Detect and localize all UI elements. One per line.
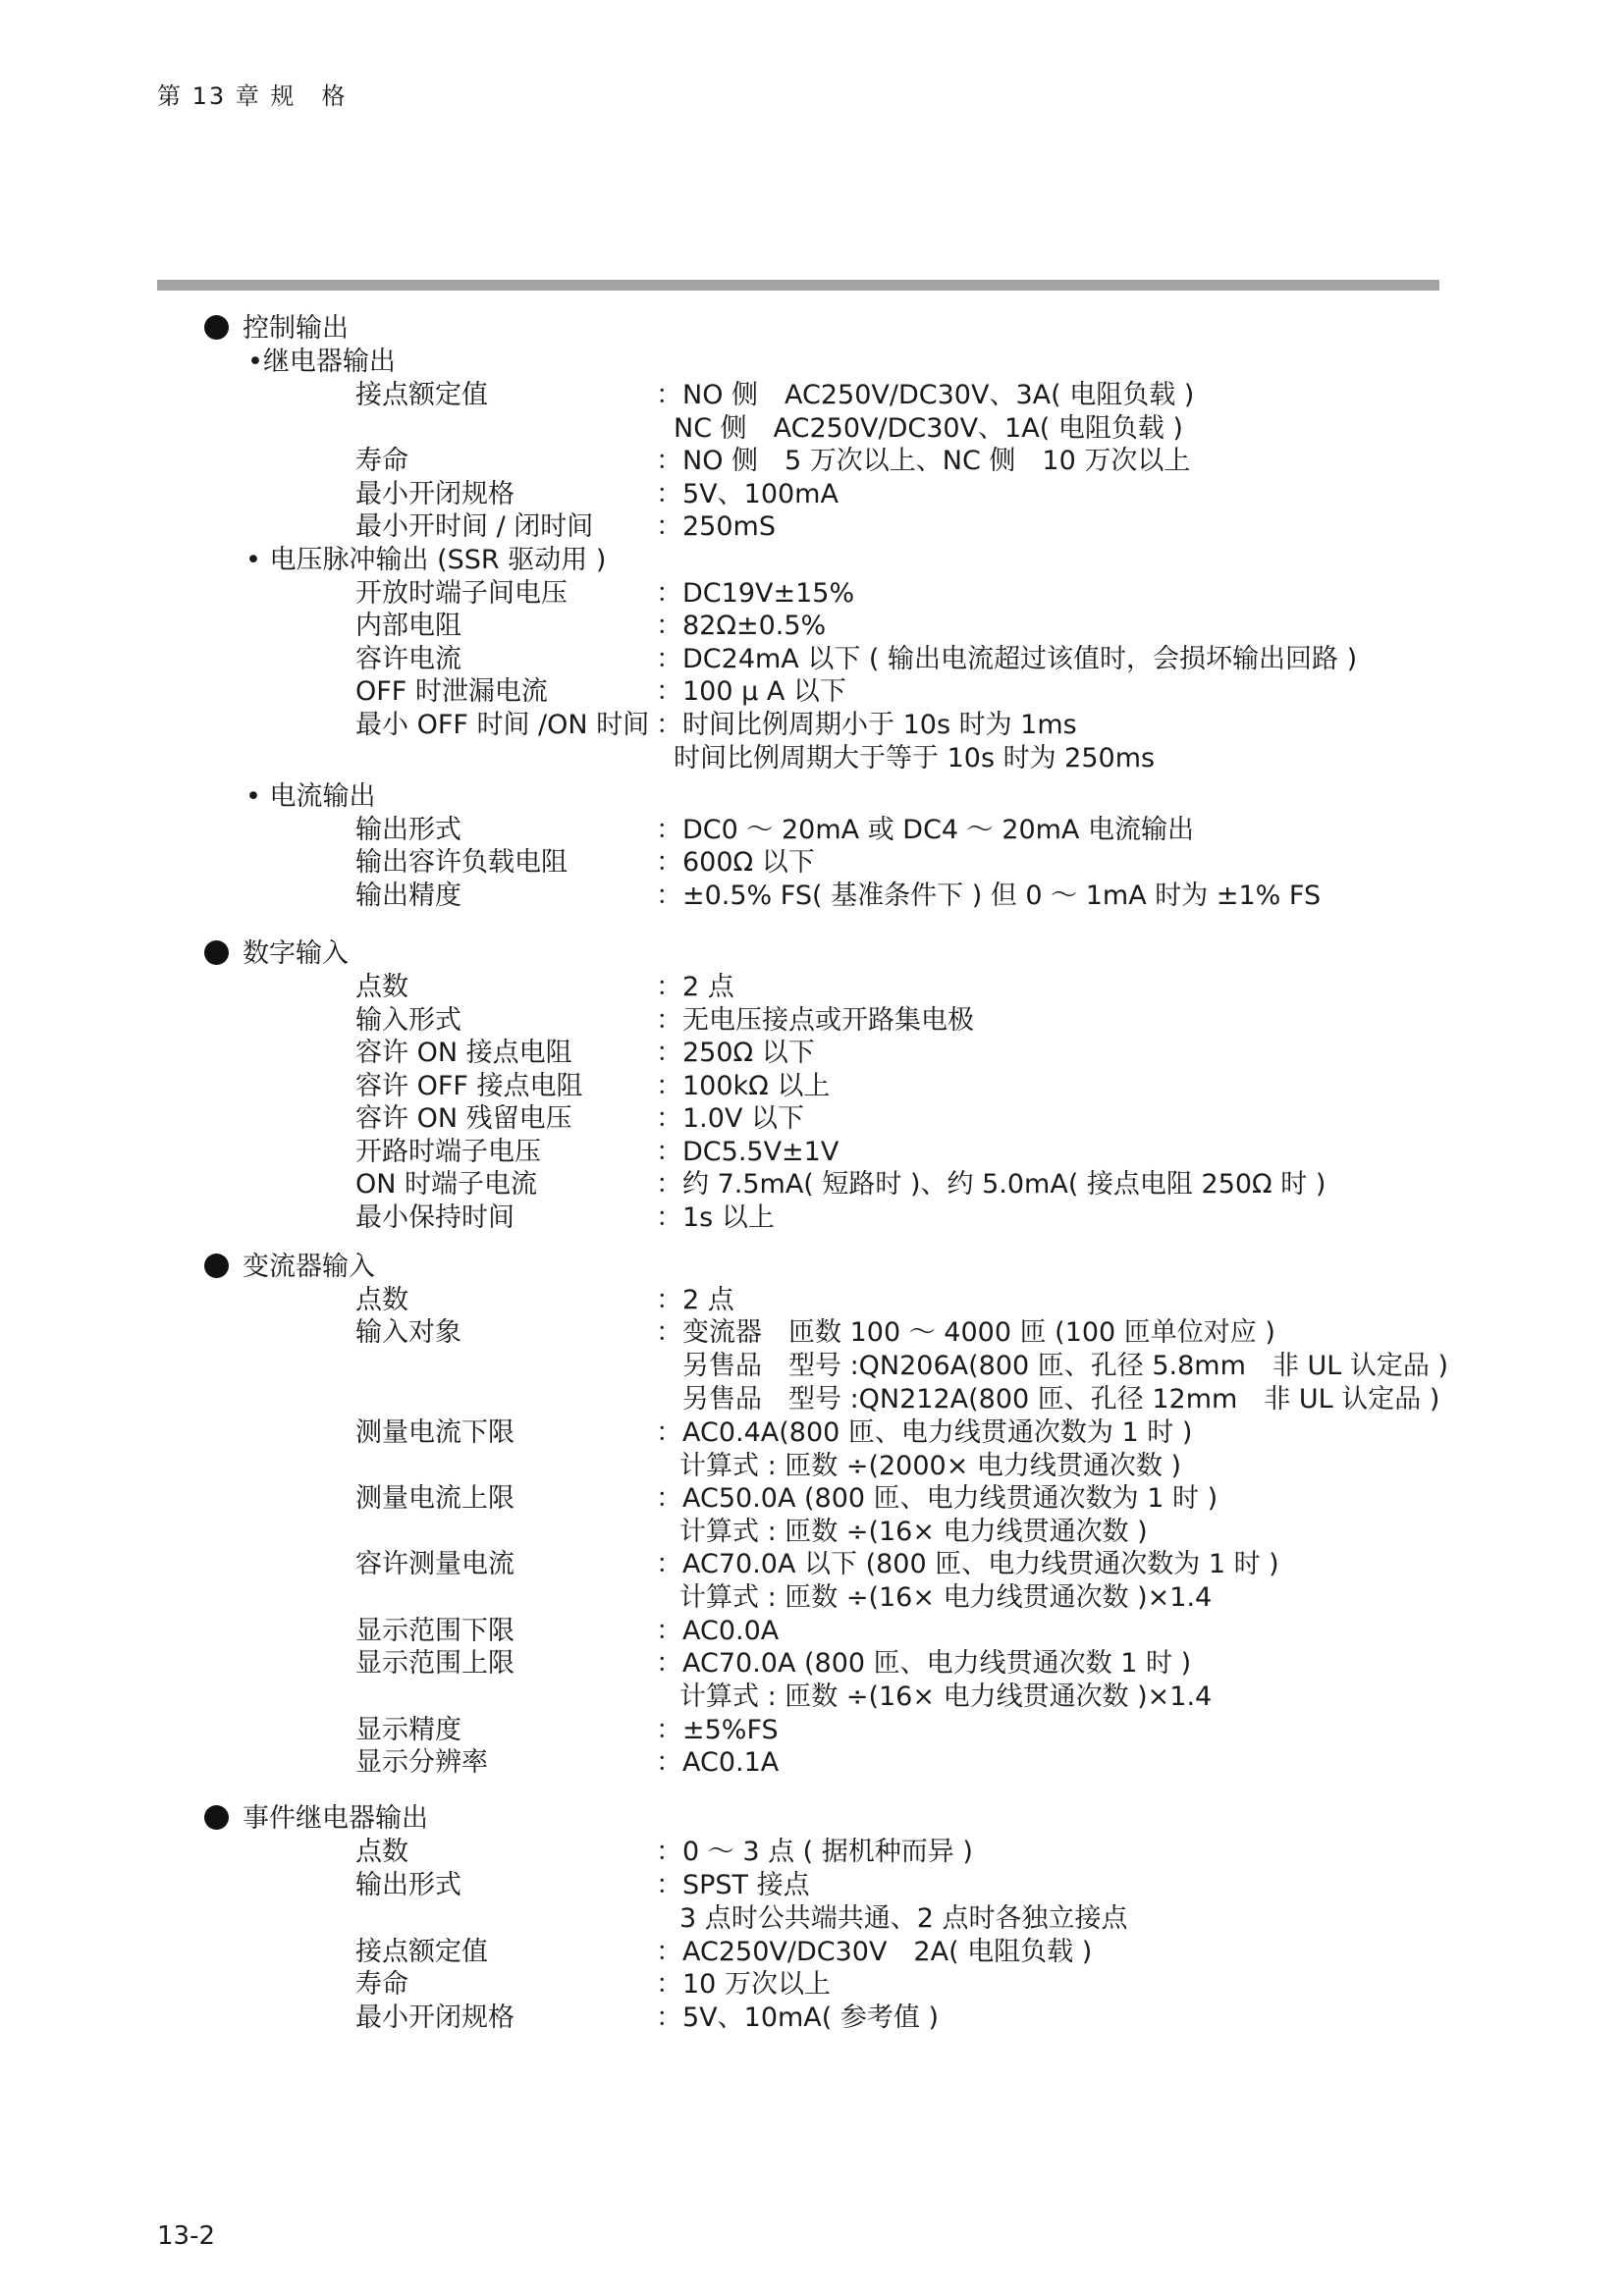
spec-value: ：±5%FS [656,1715,779,1745]
spec-label: 显示精度 [355,1715,461,1745]
subsection-relay-output: •继电器输出 [247,347,396,377]
spec-value: ：AC0.0A [656,1616,780,1646]
spec-value: ：2 点 [656,1285,734,1315]
spec-value-cont: 3 点时公共端共通、2 点时各独立接点 [679,1903,1128,1934]
section-control-output [204,312,349,346]
spec-value-cont: 计算式 : 匝数 ÷(16× 电力线贯通次数 ) [679,1517,1148,1547]
spec-value: ：100kΩ 以上 [656,1071,831,1101]
spec-value: ：NO 侧 AC250V/DC30V、3A( 电阻负载 ) [656,380,1195,410]
spec-label: 最小保持时间 [355,1202,514,1233]
section-ct-input [204,1251,375,1284]
spec-label: ON 时端子电流 [355,1169,538,1200]
spec-label: 容许 ON 残留电压 [355,1103,572,1134]
spec-value: ：AC70.0A (800 匝、电力线贯通次数 1 时 ) [656,1648,1192,1679]
spec-value: ：DC24mA 以下 ( 输出电流超过该值时，会损坏输出回路 ) [656,644,1358,674]
spec-label: 寿命 [355,1969,408,2000]
spec-value: ：10 万次以上 [656,1969,831,2000]
spec-label: 容许测量电流 [355,1549,514,1579]
spec-value-cont: 另售品 型号 :QN206A(800 匝、孔径 5.8mm 非 UL 认定品 ) [682,1351,1448,1381]
spec-value: ：SPST 接点 [656,1870,810,1900]
spec-label: 测量电流下限 [355,1417,514,1448]
spec-value: ：AC70.0A 以下 (800 匝、电力线贯通次数为 1 时 ) [656,1549,1279,1579]
spec-value-cont: 另售品 型号 :QN212A(800 匝、孔径 12mm 非 UL 认定品 ) [682,1384,1440,1415]
spec-value: ：NO 侧 5 万次以上、NC 侧 10 万次以上 [656,446,1191,476]
spec-label: 接点额定值 [355,1937,488,1967]
subsection-ssr-output: • 电压脉冲输出 (SSR 驱动用 ) [245,545,607,575]
spec-label: 输出形式 [355,815,461,845]
spec-label: 寿命 [355,446,408,476]
spec-label: 接点额定值 [355,380,488,410]
spec-label: 输出精度 [355,881,461,911]
spec-value: ：DC19V±15% [656,578,855,609]
spec-value: ：AC50.0A (800 匝、电力线贯通次数为 1 时 ) [656,1483,1218,1514]
spec-value: ：变流器 匝数 100 ～ 4000 匝 (100 匝单位对应 ) [656,1317,1275,1348]
spec-value: ：1.0V 以下 [656,1103,804,1134]
spec-value: ：±0.5% FS( 基准条件下 ) 但 0 ～ 1mA 时为 ±1% FS [656,881,1322,911]
bullet-icon [204,315,229,340]
spec-label: 测量电流上限 [355,1483,514,1514]
spec-label: 最小 OFF 时间 /ON 时间 [355,710,650,740]
section-digital-input [204,937,349,971]
chapter-header: 第 13 章 规 格 [157,82,348,110]
spec-value-cont: 计算式 : 匝数 ÷(16× 电力线贯通次数 )×1.4 [679,1682,1213,1712]
spec-label: 输出形式 [355,1870,461,1900]
spec-value: ：AC0.4A(800 匝、电力线贯通次数为 1 时 ) [656,1417,1193,1448]
spec-label: 开放时端子间电压 [355,578,568,609]
spec-value-cont: 计算式 : 匝数 ÷(2000× 电力线贯通次数 ) [679,1451,1182,1481]
spec-label: 显示范围下限 [355,1616,514,1646]
spec-label: 显示范围上限 [355,1648,514,1679]
top-rule [157,280,1439,291]
spec-value-cont: 时间比例周期大于等于 10s 时为 250ms [674,743,1156,774]
spec-value: ：AC250V/DC30V 2A( 电阻负载 ) [656,1937,1093,1967]
spec-value: ：1s 以上 [656,1202,775,1233]
section-title: 事件继电器输出 [243,1803,428,1834]
page-number: 13-2 [157,2221,216,2251]
spec-label: 输入对象 [355,1317,461,1348]
section-event-relay [204,1802,428,1836]
spec-value: ：250Ω 以下 [656,1038,815,1068]
spec-label: OFF 时泄漏电流 [355,676,548,707]
spec-value: ：无电压接点或开路集电极 [656,1005,974,1036]
spec-label: 最小开闭规格 [355,479,514,509]
spec-label: 内部电阻 [355,611,461,641]
spec-label: 点数 [355,1837,408,1867]
spec-value: ：82Ω±0.5% [656,611,827,641]
section-title: 变流器输入 [243,1252,375,1282]
subsection-current-output: • 电流输出 [245,781,376,812]
spec-label: 最小开时间 / 闭时间 [355,511,594,542]
section-title: 数字输入 [243,938,349,969]
spec-value: ：时间比例周期小于 10s 时为 1ms [656,710,1077,740]
spec-value-cont: NC 侧 AC250V/DC30V、1A( 电阻负载 ) [674,413,1183,444]
bullet-icon [204,940,229,965]
spec-value: ：5V、10mA( 参考值 ) [656,2002,940,2033]
spec-value: ：DC5.5V±1V [656,1137,839,1167]
spec-value-cont: 计算式 : 匝数 ÷(16× 电力线贯通次数 )×1.4 [679,1582,1213,1613]
bullet-icon [204,1254,229,1278]
spec-label: 输出容许负载电阻 [355,847,568,878]
spec-label: 输入形式 [355,1005,461,1036]
spec-value: ：0 ～ 3 点 ( 据机种而异 ) [656,1837,973,1867]
spec-label: 显示分辨率 [355,1747,488,1778]
spec-value: ：600Ω 以下 [656,847,815,878]
spec-value: ：250mS [656,511,776,542]
section-title: 控制输出 [243,313,349,344]
spec-value: ：2 点 [656,972,734,1002]
bullet-icon [204,1805,229,1830]
spec-value: ：AC0.1A [656,1747,780,1778]
spec-label: 容许 ON 接点电阻 [355,1038,572,1068]
spec-label: 点数 [355,1285,408,1315]
spec-label: 开路时端子电压 [355,1137,541,1167]
spec-label: 最小开闭规格 [355,2002,514,2033]
spec-label: 容许 OFF 接点电阻 [355,1071,583,1101]
spec-value: ：5V、100mA [656,479,839,509]
spec-label: 容许电流 [355,644,461,674]
spec-value: ：约 7.5mA( 短路时 )、约 5.0mA( 接点电阻 250Ω 时 ) [656,1169,1326,1200]
spec-label: 点数 [355,972,408,1002]
spec-value: ：100 μ A 以下 [656,676,846,707]
spec-value: ：DC0 ～ 20mA 或 DC4 ～ 20mA 电流输出 [656,815,1194,845]
